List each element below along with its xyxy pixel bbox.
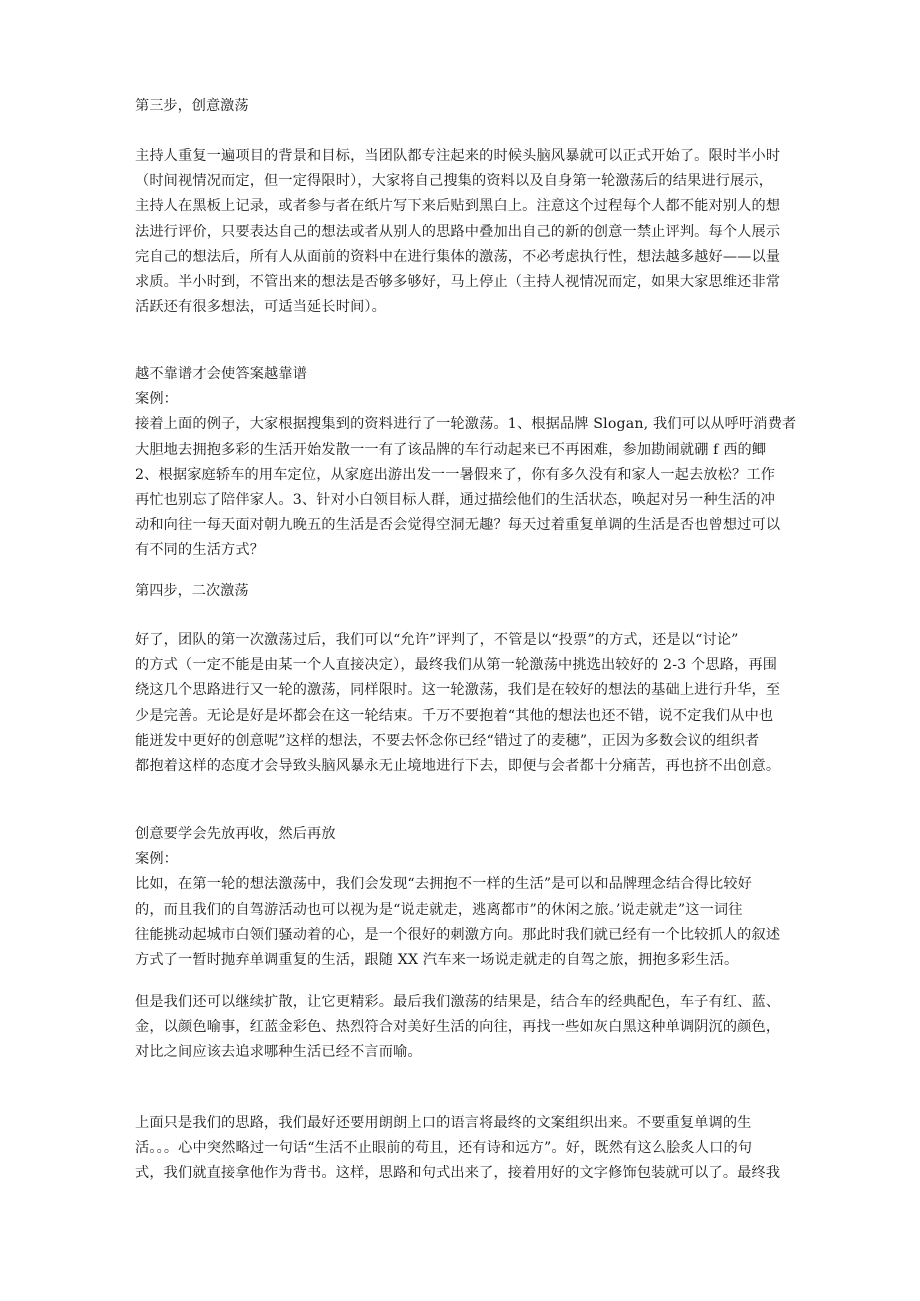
paragraph-line: 接着上面的例子，大家根据搜集到的资料进行了一轮激荡。1、根据品牌 Slogan, 我们可以从呼吁消费者 <box>135 416 797 433</box>
paragraph-line: 能迸发中更好的创意呢”这样的想法，不要去怀念你已经“错过了的麦穗”，正因为多数会议的组织者 <box>135 732 760 749</box>
case1-block <box>135 362 795 564</box>
paragraph-line: 再忙也别忘了陪伴家人。3、针对小白领目标人群，通过描绘他们的生活状态，唤起对另一种生活的冲 <box>135 491 776 508</box>
step3-paragraph <box>135 144 795 320</box>
step4-heading: 第四步，二次激荡 <box>135 583 249 599</box>
paragraph-line: 都抱着这样的态度才会导致头脑风暴永无止境地进行下去，即便与会者都十分痛苦，再也挤不出创意。 <box>135 757 781 774</box>
paragraph-line: 有不同的生活方式？ <box>135 542 265 559</box>
step4-paragraph <box>135 628 795 779</box>
paragraph-line: 但是我们还可以继续扩散，让它更精彩。最后我们激荡的结果是，结合车的经典配色，车子有红、蓝、 <box>135 994 781 1010</box>
paragraph-line: 式，我们就直接拿他作为背书。这样，思路和句式出来了，接着用好的文字修饰包装就可以了。最终我 <box>135 1165 781 1182</box>
step3-heading: 第三步，创意激荡 <box>135 98 249 114</box>
paragraph-line: 求质。半小时到，不管出来的想法是否够多够好，马上停止（主持人视情况而定，如果大家思维还非常 <box>135 273 781 290</box>
case2-label: 案例： <box>135 851 179 868</box>
paragraph-line: 活跃还有很多想法，可适当延长时间）。 <box>135 299 386 316</box>
paragraph-line: 的方式（一定不能是由某一个人直接决定），最终我们从第一轮激荡中挑选出较好的 2-3 个思路，再围 <box>135 657 778 674</box>
paragraph-line: 对比之间应该去追求哪种生活已经不言而喻。 <box>135 1044 422 1061</box>
paragraph-line: 少是完善。无论是好是坏都会在这一轮结束。千万不要抱着“其他的想法也还不错，说不定我们从中也 <box>135 707 774 724</box>
paragraph-line: 比如，在第一轮的想法激荡中，我们会发现“去拥抱不一样的生活”是可以和品牌理念结合得比较好 <box>135 876 752 893</box>
paragraph-line: 上面只是我们的思路，我们最好还要用朗朗上口的语言将最终的文案组织出来。不要重复单调的生 <box>135 1115 752 1131</box>
paragraph-line: 好了，团队的第一次激荡过后，我们可以“允许”评判了，不管是以“投票”的方式，还是以“讨论” <box>135 632 739 648</box>
paragraph-line: 法进行评价，只要表达自己的想法或者从别人的思路中叠加出自己的新的创意一禁止评判。每个人展示 <box>135 223 781 240</box>
paragraph-line: 主持人重复一遍项目的背景和目标，当团队都专注起来的时候头脑风暴就可以正式开始了。限时半小时 <box>135 148 781 164</box>
paragraph-line: （时间视情况而定，但一定得限时），大家将自己搜集的资料以及自身第一轮激荡后的结果进行展示， <box>135 173 774 190</box>
case2-title: 创意要学会先放再收，然后再放 <box>135 826 336 842</box>
final-paragraph <box>135 1111 795 1187</box>
paragraph-line: 大胆地去拥抱多彩的生活开始发散一一有了该品牌的车行动起来已不再困难，参加勘闹就硼 f 西的鲫 <box>135 441 767 458</box>
paragraph-line: 主持人在黑板上记录，或者参与者在纸片写下来后贴到黑白上。注意这个过程每个人都不能对别人的想 <box>135 198 781 215</box>
case1-title: 越不靠谱才会使答案越靠谱 <box>135 366 308 382</box>
case2-block <box>135 822 795 973</box>
paragraph-line: 2、根据家庭轿车的用车定位，从家庭出游出发一一暑假来了，你有多久没有和家人一起去放松？工作 <box>135 466 776 483</box>
case1-label: 案例： <box>135 391 179 408</box>
paragraph-line: 绕这几个思路进行又一轮的激荡，同样限时。这一轮激荡，我们是在较好的想法的基础上进行升华，至 <box>135 682 781 699</box>
paragraph-line: 方式了一暂时抛弃单调重复的生活，跟随 XX 汽车来一场说走就走的自驾之旅，拥抱多彩生活。 <box>135 951 739 968</box>
paragraph-line: 的，而且我们的自驾游活动也可以视为是“说走就走，逃离都市”的休闲之旅。’说走就走”这一词往 <box>135 901 743 918</box>
paragraph-line: 活。。。心中突然略过一句话“生活不止眼前的苟且，还有诗和远方”。好，既然有这么脍炙人口的句 <box>135 1140 753 1157</box>
paragraph-line: 动和向往一每天面对朝九晚五的生活是否会觉得空洞无趣？每天过着重复单调的生活是否也曾想过可以 <box>135 517 781 534</box>
paragraph-line: 往能挑动起城市白领们骚动着的心，是一个很好的刺激方向。那此时我们就已经有一个比较抓人的叙述 <box>135 926 781 943</box>
paragraph-line: 完自己的想法后，所有人从面前的资料中在进行集体的激荡，不必考虑执行性，想法越多越好——以量 <box>135 248 781 265</box>
expansion-paragraph <box>135 990 795 1066</box>
paragraph-line: 金，以颜色喻事，红蓝金彩色、热烈符合对美好生活的向往，再找一些如灰白黑这种单调阴沉的颜色， <box>135 1019 781 1036</box>
